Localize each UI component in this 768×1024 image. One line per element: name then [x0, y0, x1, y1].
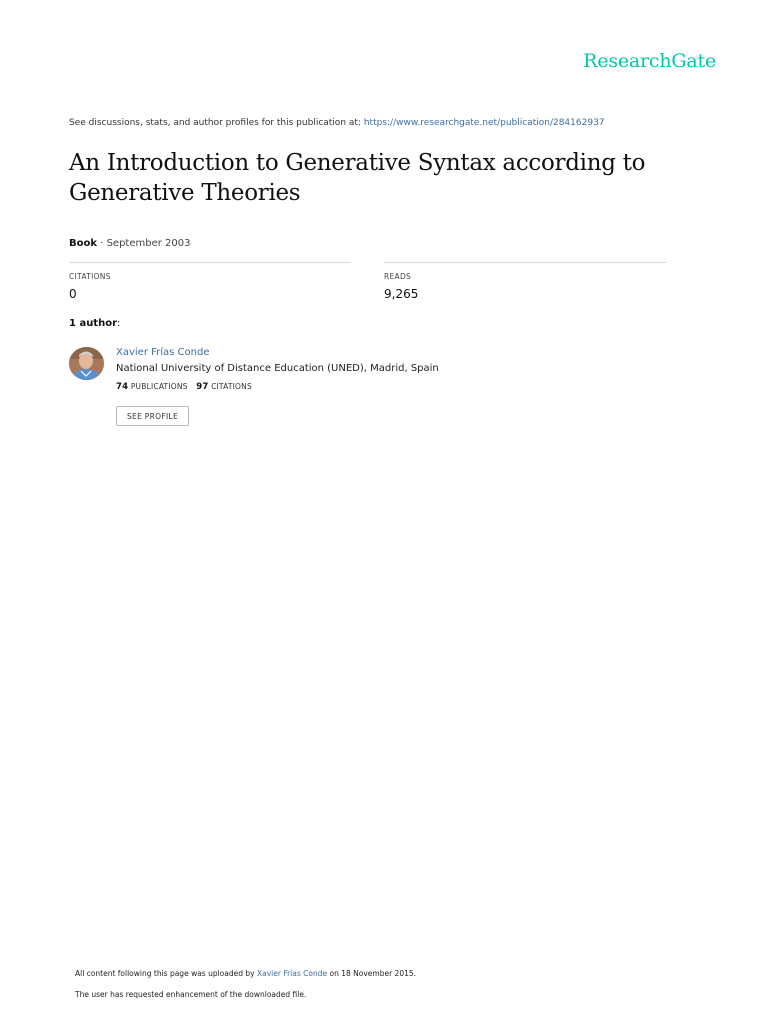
- publication-date: September 2003: [106, 238, 191, 249]
- authors-count-label: 1 author: [69, 318, 118, 329]
- authors-count: [69, 318, 120, 329]
- publication-url-link[interactable]: https://www.researchgate.net/publication/284162937: [363, 118, 605, 128]
- author-citations-label: CITATIONS: [211, 382, 252, 391]
- author-publications-label: PUBLICATIONS: [130, 382, 188, 391]
- see-profile-button[interactable]: SEE PROFILE: [116, 406, 189, 426]
- footer-uploader-link[interactable]: Xavier Frías Conde: [256, 969, 328, 978]
- author-stats: [116, 382, 439, 392]
- citations-stat: [69, 262, 351, 301]
- footer-upload-prefix: All content following this page was uploaded by: [75, 969, 257, 978]
- author-name-link[interactable]: Xavier Frías Conde: [116, 347, 210, 358]
- footer-request-note: The user has requested enhancement of the downloaded file.: [75, 990, 307, 999]
- authors-count-suffix: :: [117, 318, 121, 329]
- footer-upload-suffix: on 18 November 2015.: [327, 969, 417, 978]
- author-institution: National University of Distance Education (UNED), Madrid, Spain: [116, 363, 439, 374]
- publication-type: Book: [69, 238, 98, 249]
- discussion-line: [69, 118, 605, 128]
- footer-upload-note: [75, 969, 416, 978]
- reads-label: READS: [384, 272, 412, 281]
- discussion-prefix: See discussions, stats, and author profiles for this publication at:: [69, 118, 361, 128]
- publication-type-date: [69, 238, 190, 249]
- researchgate-logo[interactable]: ResearchGate: [583, 50, 716, 72]
- publication-separator: ·: [97, 238, 107, 249]
- author-card: [116, 347, 439, 392]
- reads-stat: [384, 262, 666, 301]
- publication-title: An Introduction to Generative Syntax according to Generative Theories: [69, 150, 646, 206]
- author-citations-count: 97: [196, 382, 209, 392]
- author-photo-icon: [69, 347, 104, 380]
- citations-value: 0: [69, 287, 77, 301]
- author-avatar[interactable]: [69, 347, 104, 380]
- author-publications-count: 74: [116, 382, 129, 392]
- citations-label: CITATIONS: [69, 272, 111, 281]
- reads-value: 9,265: [384, 287, 419, 301]
